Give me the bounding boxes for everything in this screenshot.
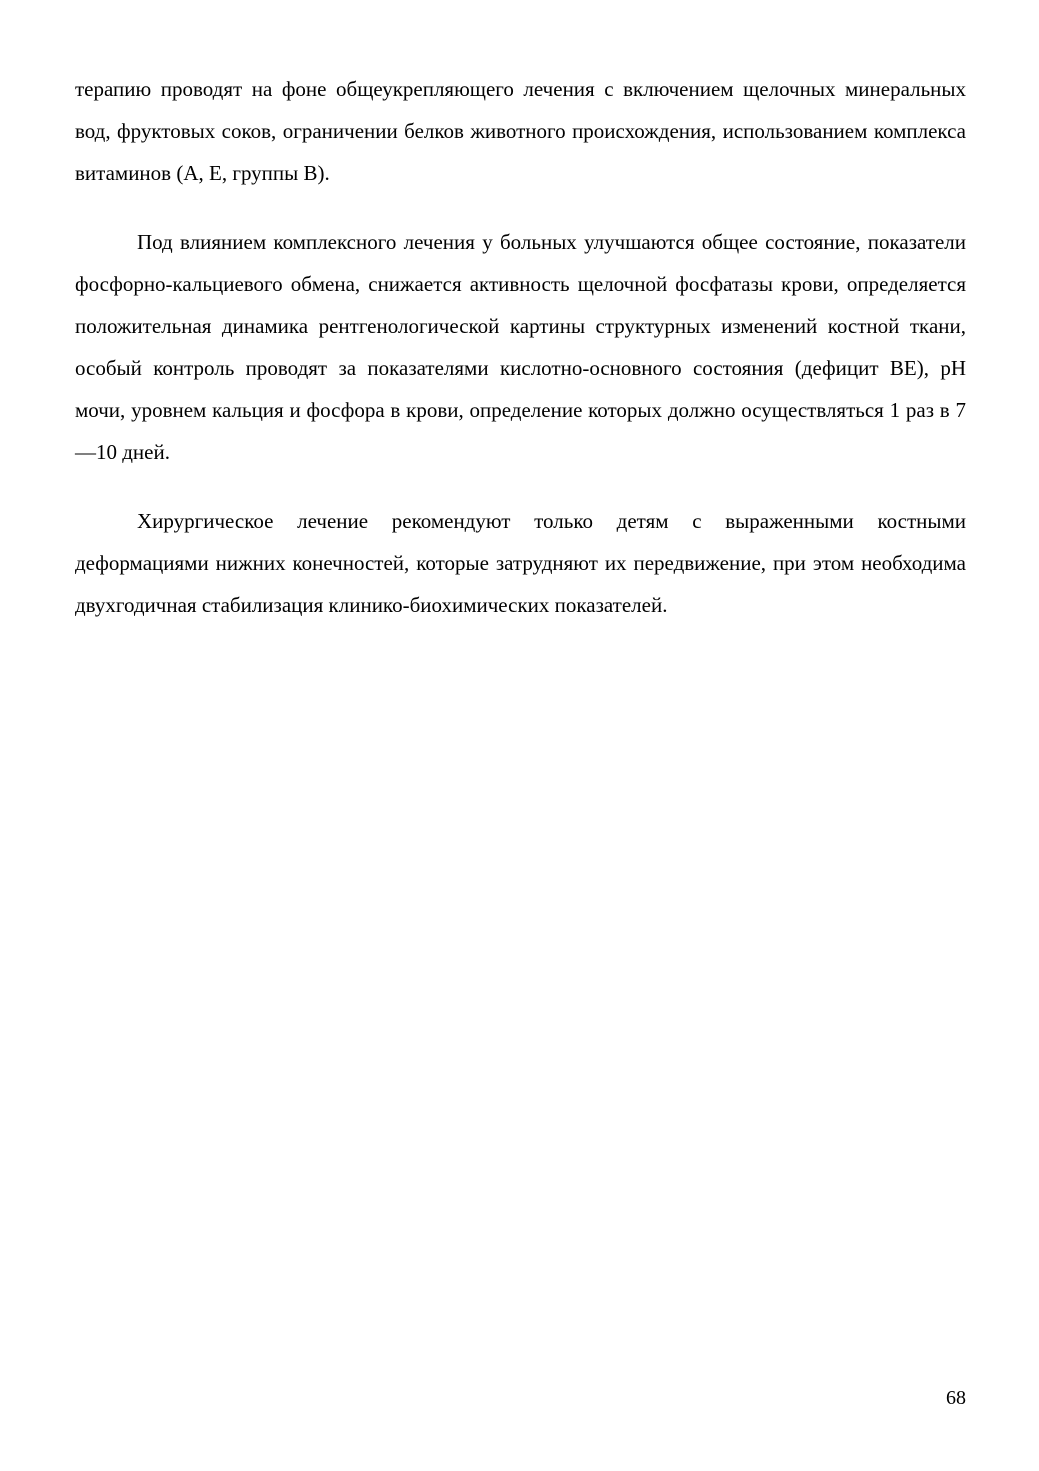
paragraph-surgical-treatment: Хирургическое лечение рекомендуют только детям с выраженными костными деформациями нижних конечностей, которые затрудняют их передвижение, при этом необходима двухгодичная стабилизация клинико-биохимических показателей.	[75, 509, 966, 617]
body-text	[75, 68, 966, 626]
paragraph-continuation: терапию проводят на фоне общеукрепляющего лечения с включением щелочных минеральных вод, фруктовых соков, ограничении белков животного происхождения, использованием комплекса витаминов (А, Е, группы В).	[75, 77, 966, 185]
paragraph-treatment-effects: Под влиянием комплексного лечения у больных улучшаются общее состояние, показатели фосфорно-кальциевого обмена, снижается активность щелочной фосфатазы крови, определяется положительная динамика рентгенологической картины структурных изменений костной ткани, особый контроль проводят за показателями кислотно-основного состояния (дефицит ВЕ), pH мочи, уровнем кальция и фосфора в крови, определение которых должно осуществляться 1 раз в 7—10 дней.	[75, 230, 966, 464]
page-number: 68	[946, 1387, 966, 1409]
